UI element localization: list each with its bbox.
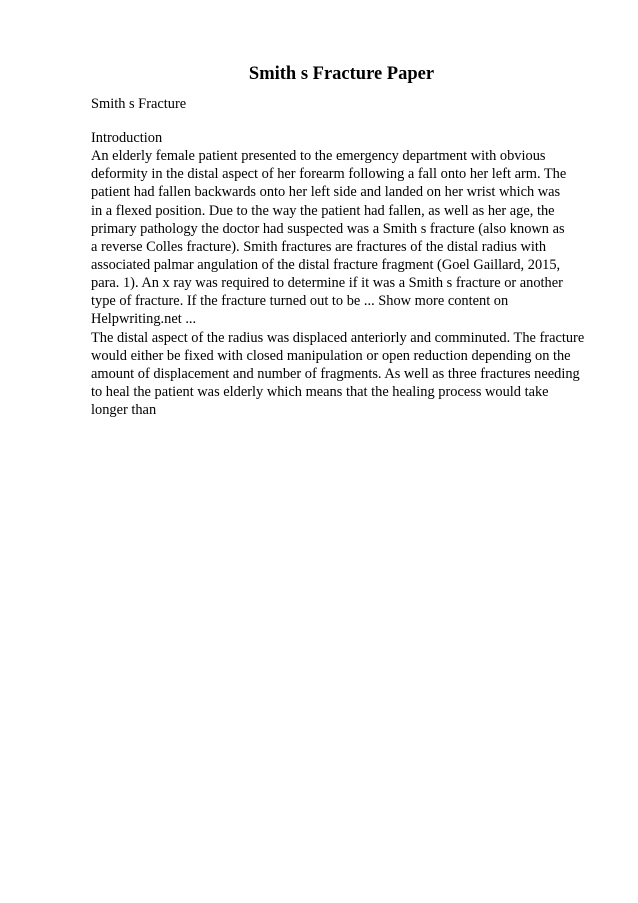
document-body — [91, 129, 611, 419]
document-title: Smith s Fracture Paper — [248, 64, 435, 84]
document-subtitle: Smith s Fracture — [91, 96, 187, 112]
section-heading-introduction: Introduction — [91, 130, 163, 146]
body-text-line: amount of displacement and number of fragments. As well as three fractures needing — [91, 365, 580, 382]
body-text-line: a reverse Colles fracture). Smith fractures are fractures of the distal radius with — [91, 238, 547, 255]
body-text-line: An elderly female patient presented to the emergency department with obvious — [91, 148, 546, 165]
body-text-line: primary pathology the doctor had suspected was a Smith s fracture (also known as — [91, 220, 565, 237]
body-text-line: longer than — [91, 402, 157, 419]
body-text-line: The distal aspect of the radius was displaced anteriorly and comminuted. The fracture — [91, 329, 585, 346]
body-text-line: associated palmar angulation of the distal fracture fragment (Goel Gaillard, 2015, — [91, 256, 561, 273]
body-text-line: para. 1). An x ray was required to determine if it was a Smith s fracture or another — [91, 275, 563, 292]
body-text-line: would either be fixed with closed manipulation or open reduction depending on the — [91, 347, 571, 364]
body-text-line: in a flexed position. Due to the way the patient had fallen, as well as her age, the — [91, 202, 555, 219]
body-text-line: patient had fallen backwards onto her left side and landed on her wrist which was — [91, 184, 561, 201]
body-text-line: deformity in the distal aspect of her forearm following a fall onto her left arm. The — [91, 166, 567, 183]
body-text-line: type of fracture. If the fracture turned out to be ... Show more content on — [91, 293, 509, 310]
body-text-line: Helpwriting.net ... — [91, 311, 197, 328]
body-text-line: to heal the patient was elderly which means that the healing process would take — [91, 383, 549, 400]
